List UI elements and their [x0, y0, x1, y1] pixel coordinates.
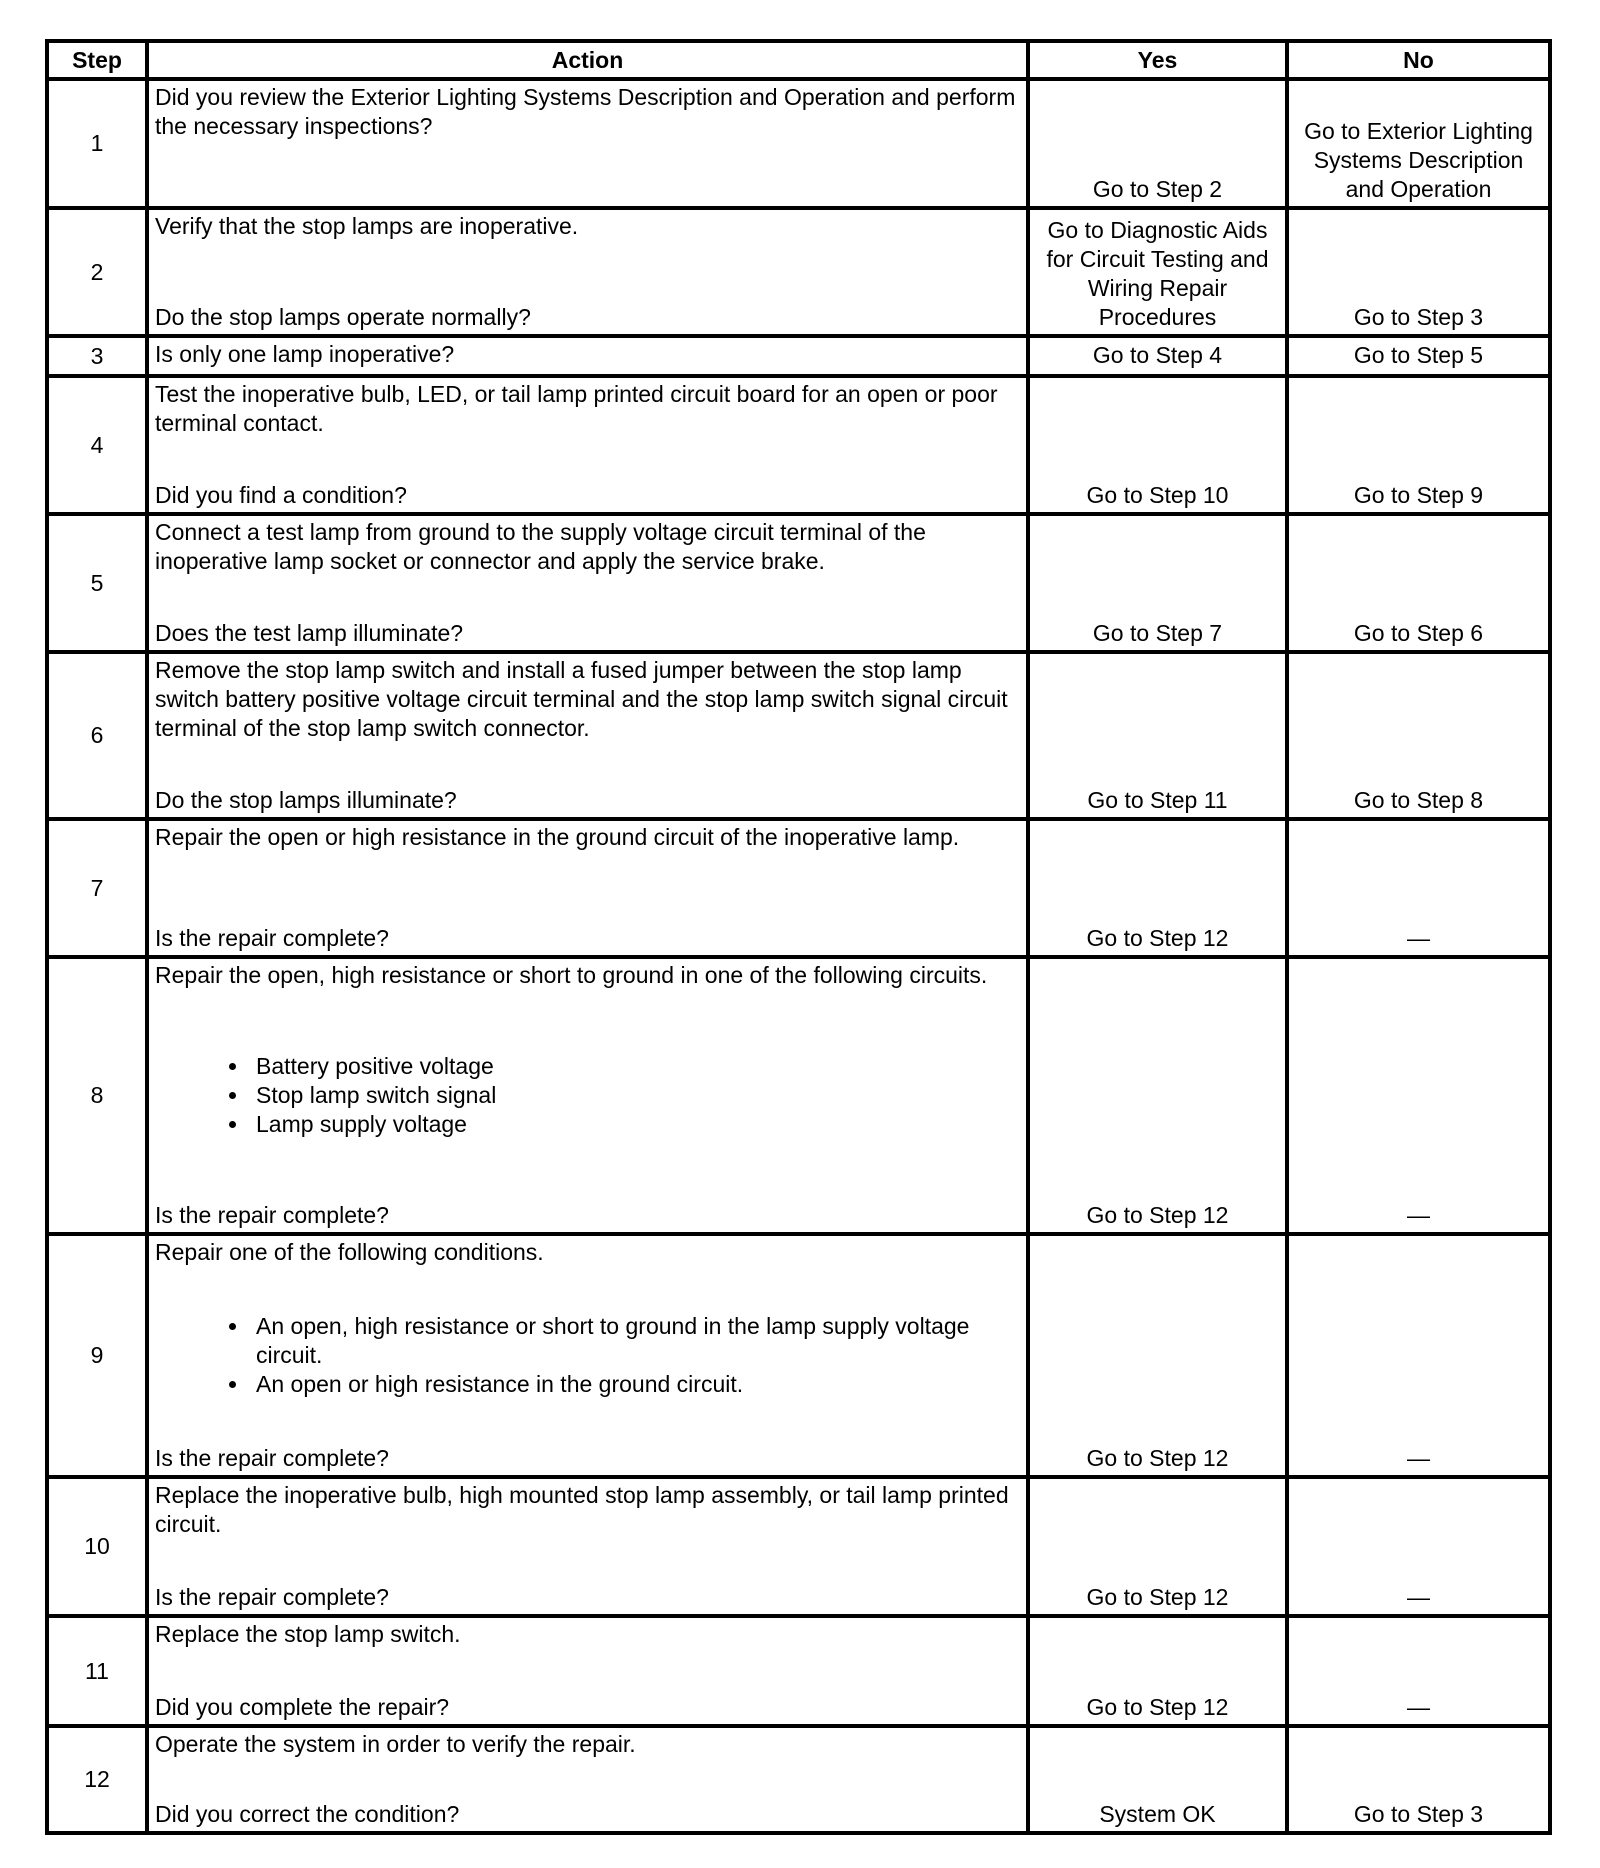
diagnostic-table: [45, 39, 1552, 1835]
action-text: Operate the system in order to verify the repair.: [155, 1731, 636, 1757]
action-cell: [147, 514, 1028, 652]
action-cell: [147, 336, 1028, 376]
table-row: [47, 208, 1550, 336]
action-question: Is the repair complete?: [155, 1584, 389, 1610]
action-cell: [147, 1477, 1028, 1616]
header-action: Action: [147, 41, 1028, 79]
action-text: Verify that the stop lamps are inoperative.: [155, 213, 579, 239]
yes-result: Go to Step 11: [1028, 652, 1287, 819]
no-result: Go to Step 9: [1287, 376, 1550, 514]
yes-result: Go to Diagnostic Aids for Circuit Testing and Wiring Repair Procedures: [1028, 208, 1287, 336]
action-cell: [147, 1726, 1028, 1833]
bullet-item: • Lamp supply voltage: [250, 1110, 1020, 1139]
yes-result: Go to Step 12: [1028, 957, 1287, 1234]
yes-result: Go to Step 2: [1028, 79, 1287, 208]
no-result: —: [1287, 1616, 1550, 1726]
no-result: Go to Step 8: [1287, 652, 1550, 819]
action-text: Test the inoperative bulb, LED, or tail lamp printed circuit board for an open or poor terminal contact.: [155, 381, 998, 436]
yes-result: Go to Step 7: [1028, 514, 1287, 652]
table-row: [47, 819, 1550, 957]
no-result: Go to Step 6: [1287, 514, 1550, 652]
action-cell: [147, 376, 1028, 514]
step-number: 6: [47, 652, 147, 819]
action-question: Is the repair complete?: [155, 925, 389, 951]
action-cell: [147, 652, 1028, 819]
step-number: 11: [47, 1616, 147, 1726]
action-cell: [147, 957, 1028, 1234]
action-text: Remove the stop lamp switch and install a fused jumper between the stop lamp switch battery positive voltage circuit terminal and the stop lamp switch signal circuit terminal of the stop lamp switch connector.: [155, 657, 1008, 741]
header-row: [47, 41, 1550, 79]
step-number: 9: [47, 1234, 147, 1477]
step-number: 7: [47, 819, 147, 957]
bullet-item: • Stop lamp switch signal: [250, 1081, 1020, 1110]
step-number: 3: [47, 336, 147, 376]
no-result: Go to Step 5: [1287, 336, 1550, 376]
action-cell: [147, 208, 1028, 336]
step-number: 10: [47, 1477, 147, 1616]
yes-result: Go to Step 10: [1028, 376, 1287, 514]
header-step: Step: [47, 41, 147, 79]
no-result: —: [1287, 1234, 1550, 1477]
bullet-item: • An open, high resistance or short to ground in the lamp supply voltage circuit.: [250, 1312, 1020, 1370]
action-cell: [147, 1234, 1028, 1477]
action-text: Repair one of the following conditions.: [155, 1239, 544, 1265]
step-number: 1: [47, 79, 147, 208]
action-text: Repair the open, high resistance or short to ground in one of the following circuits.: [155, 962, 988, 988]
bullet-item: • Battery positive voltage: [250, 1052, 1020, 1081]
table-row: [47, 376, 1550, 514]
bullet-item: • An open or high resistance in the ground circuit.: [250, 1370, 1020, 1399]
step-number: 12: [47, 1726, 147, 1833]
action-question: Does the test lamp illuminate?: [155, 620, 464, 646]
no-result: Go to Step 3: [1287, 1726, 1550, 1833]
yes-result: Go to Step 12: [1028, 1477, 1287, 1616]
table-row: [47, 1234, 1550, 1477]
bullet-list: [155, 1052, 1020, 1139]
table-row: [47, 652, 1550, 819]
action-text: Did you review the Exterior Lighting Systems Description and Operation and perform the necessary inspections?: [155, 84, 1016, 139]
table-row: [47, 1616, 1550, 1726]
step-number: 5: [47, 514, 147, 652]
action-cell: [147, 819, 1028, 957]
action-question: Is the repair complete?: [155, 1202, 389, 1228]
yes-result: Go to Step 12: [1028, 1616, 1287, 1726]
step-number: 8: [47, 957, 147, 1234]
bullet-list: [155, 1312, 1020, 1399]
yes-result: Go to Step 12: [1028, 1234, 1287, 1477]
step-number: 4: [47, 376, 147, 514]
action-text: Replace the stop lamp switch.: [155, 1621, 461, 1647]
yes-result: System OK: [1028, 1726, 1287, 1833]
no-result: Go to Exterior Lighting Systems Description and Operation: [1287, 79, 1550, 208]
table-row: [47, 514, 1550, 652]
yes-result: Go to Step 12: [1028, 819, 1287, 957]
action-question: Is the repair complete?: [155, 1445, 389, 1471]
yes-result: Go to Step 4: [1028, 336, 1287, 376]
no-result: —: [1287, 819, 1550, 957]
table-row: [47, 79, 1550, 208]
table-row: [47, 1726, 1550, 1833]
action-cell: [147, 79, 1028, 208]
header-no: No: [1287, 41, 1550, 79]
header-yes: Yes: [1028, 41, 1287, 79]
action-question: Do the stop lamps illuminate?: [155, 787, 457, 813]
action-text: Connect a test lamp from ground to the supply voltage circuit terminal of the inoperative lamp socket or connector and apply the service brake.: [155, 519, 926, 574]
no-result: —: [1287, 1477, 1550, 1616]
table-row: [47, 957, 1550, 1234]
step-number: 2: [47, 208, 147, 336]
table-row: [47, 336, 1550, 376]
action-question: Did you find a condition?: [155, 482, 407, 508]
action-text: Is only one lamp inoperative?: [155, 341, 455, 367]
action-text: Repair the open or high resistance in the ground circuit of the inoperative lamp.: [155, 824, 960, 850]
action-question: Did you complete the repair?: [155, 1694, 450, 1720]
table-row: [47, 1477, 1550, 1616]
no-result: Go to Step 3: [1287, 208, 1550, 336]
action-question: Do the stop lamps operate normally?: [155, 304, 531, 330]
action-question: Did you correct the condition?: [155, 1801, 460, 1827]
action-cell: [147, 1616, 1028, 1726]
no-result: —: [1287, 957, 1550, 1234]
action-text: Replace the inoperative bulb, high mounted stop lamp assembly, or tail lamp printed circuit.: [155, 1482, 1009, 1537]
